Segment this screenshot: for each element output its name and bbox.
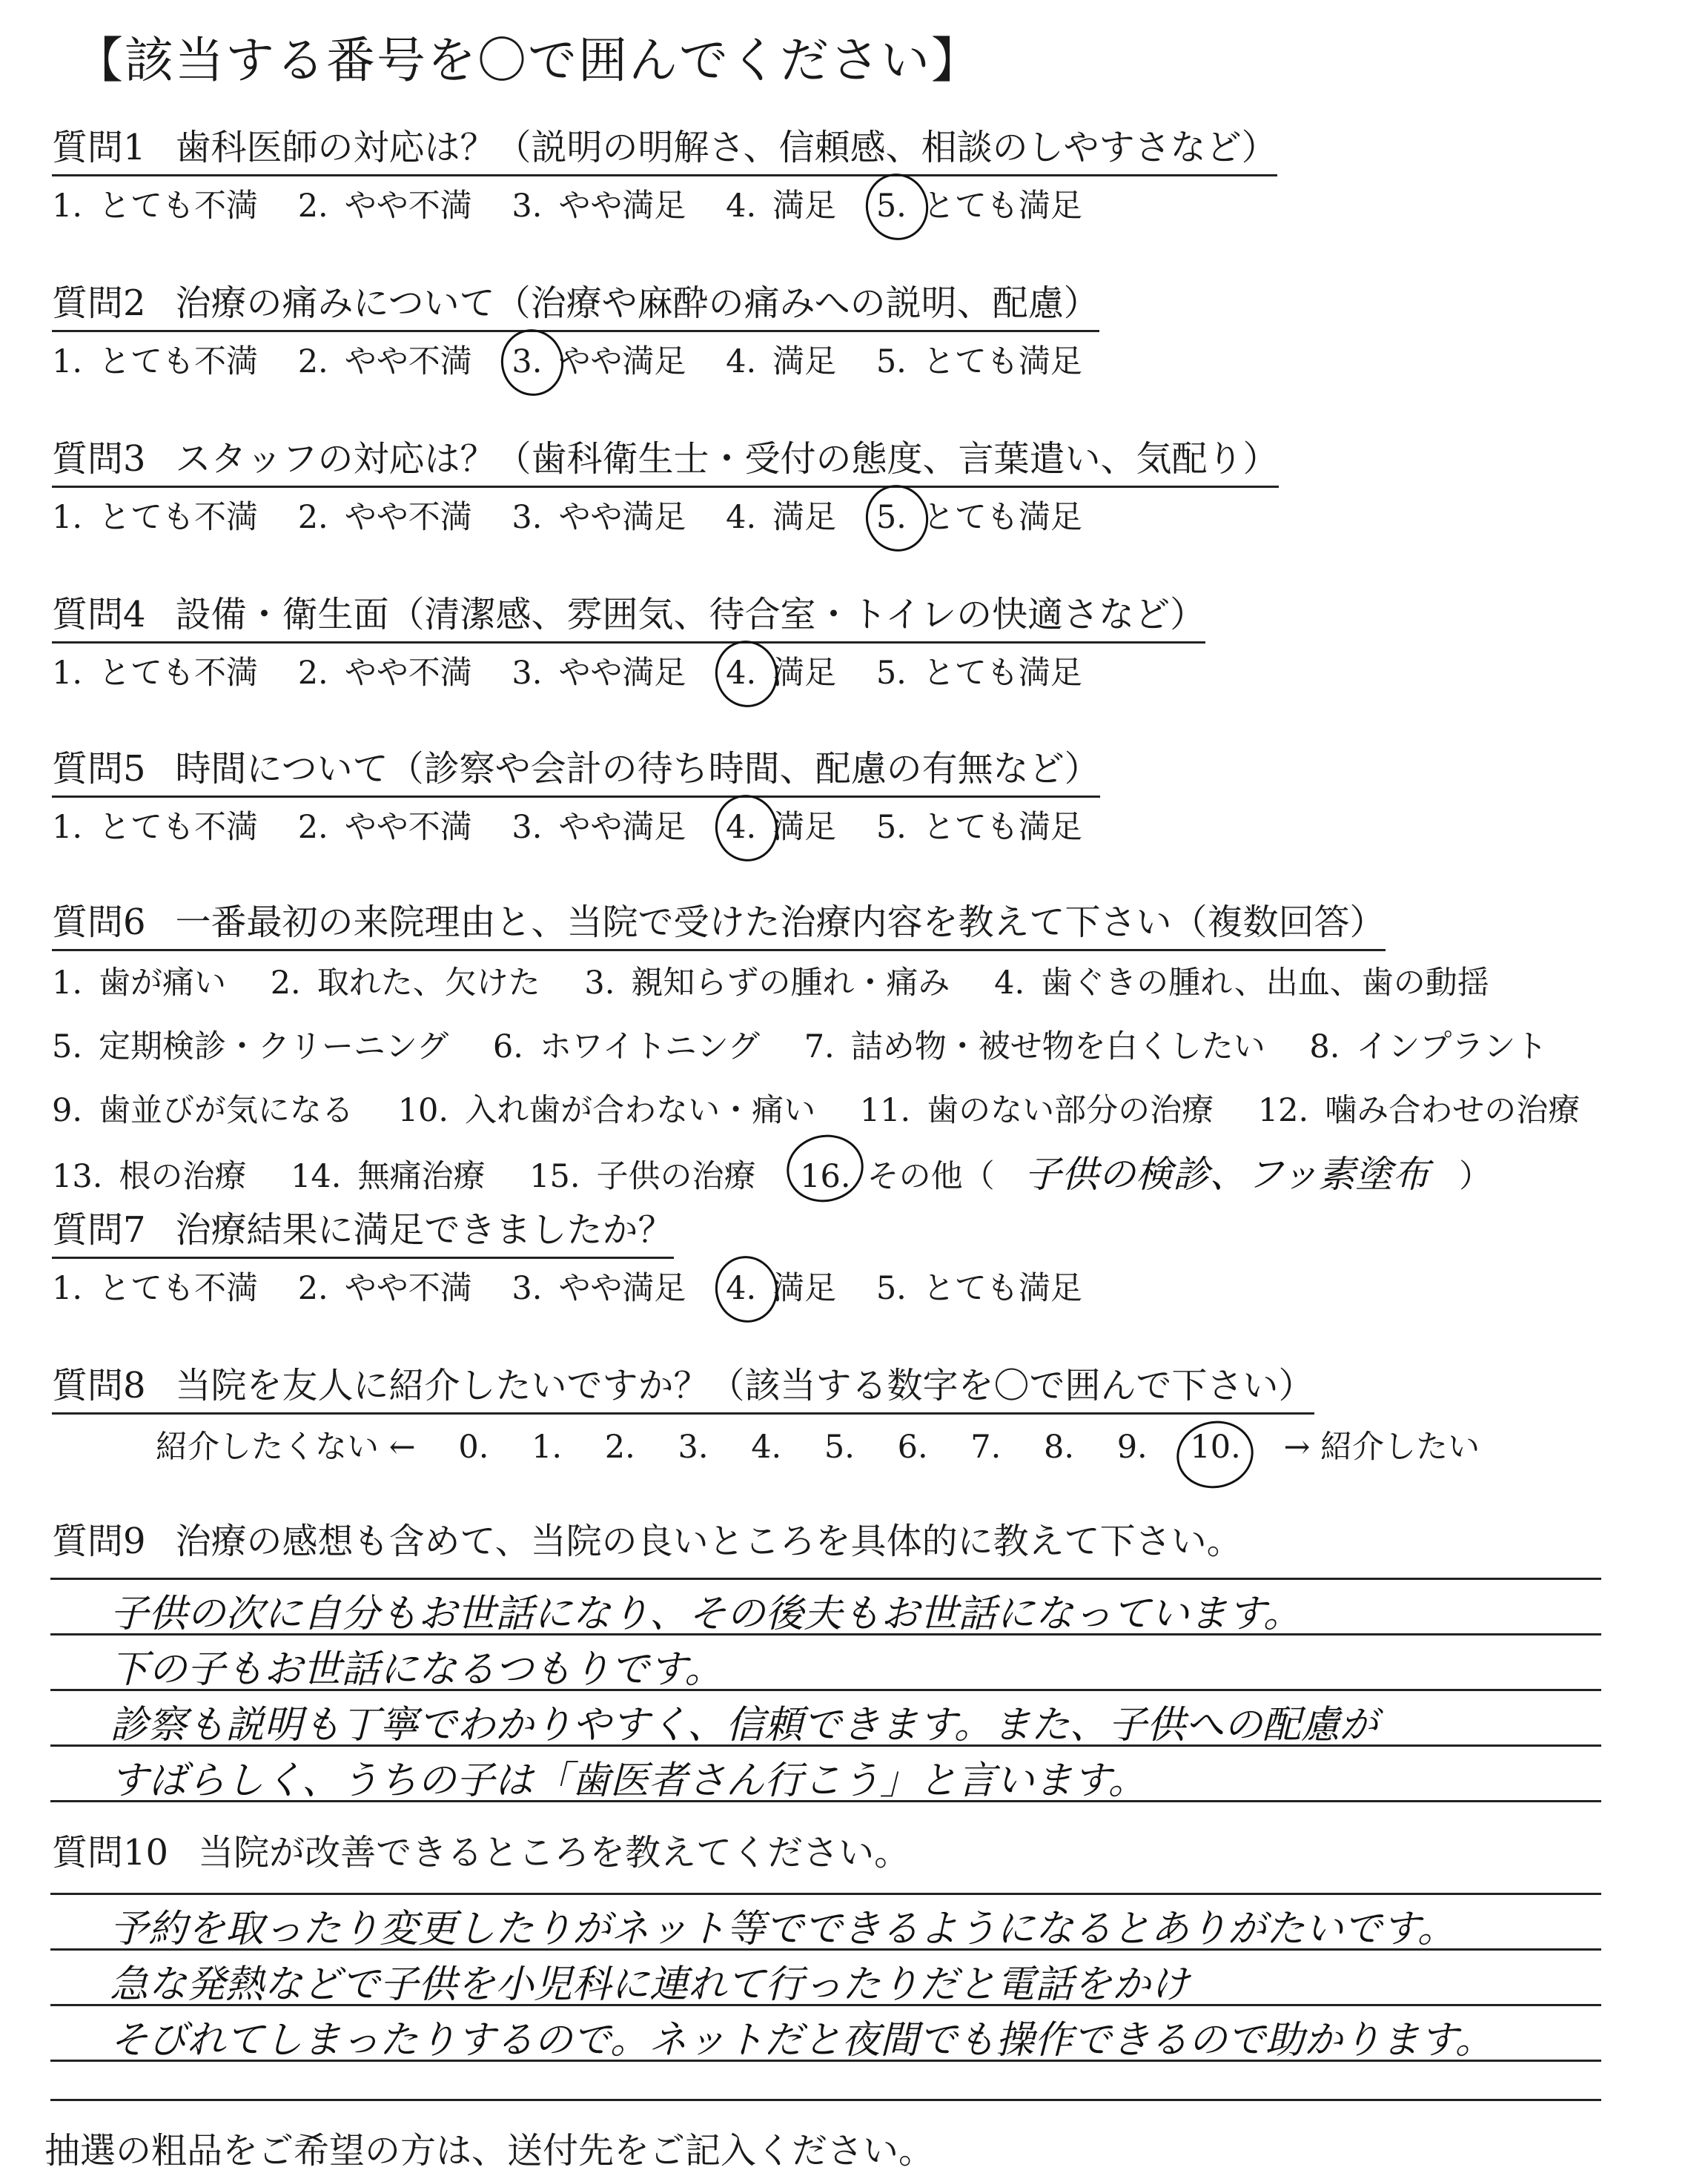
- option-3[interactable]: 3. やや満足: [512, 809, 686, 846]
- question-7: [52, 1201, 1112, 1309]
- option-5[interactable]: 5. とても満足: [875, 809, 1082, 846]
- option-5[interactable]: 5. 定期検診・クリーニング: [52, 1028, 449, 1065]
- question-number: 質問10: [52, 1832, 169, 1873]
- scale-0[interactable]: 0.: [458, 1429, 489, 1466]
- option-7[interactable]: 7. 詰め物・被せ物を白くしたい: [804, 1028, 1265, 1065]
- scale-9[interactable]: 9.: [1116, 1429, 1148, 1466]
- option-2[interactable]: 2. やや不満: [297, 499, 472, 536]
- option-2[interactable]: 2. やや不満: [297, 343, 472, 380]
- question-text: 歯科医師の対応は？（説明の明解さ、信頼感、相談のしやすさなど）: [175, 127, 1277, 168]
- handwritten-line: 予約を取ったり変更したりがネット等でできるようになるとありがたいです。: [110, 1907, 1456, 1951]
- handwritten-line: そびれてしまったりするので。ネットだと夜間でも操作できるので助かります。: [110, 2018, 1494, 2063]
- question-number: 質問8: [52, 1365, 146, 1406]
- option-16-selected[interactable]: 16. その他（ 子供の検診、フッ素塗布 ）: [800, 1142, 1491, 1208]
- scale-4[interactable]: 4.: [751, 1429, 782, 1466]
- question-10-header: [52, 1824, 910, 1875]
- question-number: 質問3: [52, 438, 146, 480]
- scale-6[interactable]: 6.: [897, 1429, 928, 1466]
- scale-2[interactable]: 2.: [604, 1429, 635, 1466]
- question-3-header: [52, 430, 1279, 488]
- option-3-selected[interactable]: 3. やや満足: [512, 337, 686, 382]
- question-text: 治療の感想も含めて、当院の良いところを具体的に教えて下さい。: [175, 1521, 1242, 1562]
- question-text: 一番最初の来院理由と、当院で受けた治療内容を教えて下さい（複数回答）: [175, 902, 1386, 943]
- question-2-header: [52, 274, 1099, 332]
- scale-7[interactable]: 7.: [970, 1429, 1002, 1466]
- option-2[interactable]: 2. やや不満: [297, 809, 472, 846]
- question-8: [52, 1357, 1512, 1467]
- option-2[interactable]: 2. やや不満: [297, 188, 472, 225]
- scale-5[interactable]: 5.: [824, 1429, 855, 1466]
- option-1[interactable]: 1. とても不満: [52, 1270, 259, 1307]
- option-3[interactable]: 3. やや満足: [512, 1270, 686, 1307]
- question-7-header: [52, 1201, 674, 1259]
- options-row: [52, 1079, 1614, 1142]
- handwritten-line: すばらしく、うちの子は「歯医者さん行こう」と言います。: [110, 1759, 1147, 1803]
- question-number: 質問2: [52, 282, 146, 324]
- option-14[interactable]: 14. 無痛治療: [291, 1158, 486, 1195]
- question-text: 治療結果に満足できましたか？: [175, 1209, 674, 1251]
- option-4[interactable]: 4. 満足: [726, 188, 837, 225]
- question-text: スタッフの対応は？（歯科衛生士・受付の態度、言葉遣い、気配り）: [175, 438, 1279, 480]
- rating-options: [52, 802, 1112, 847]
- options-row: [52, 951, 1614, 1015]
- footer-note: 抽選の粗品をご希望の方は、送付先をご記入ください。: [44, 2130, 935, 2172]
- option-1[interactable]: 1. とても不満: [52, 809, 259, 846]
- option-5-selected[interactable]: 5. とても満足: [876, 181, 1082, 226]
- question-5: [52, 740, 1112, 847]
- question-text: 当院を友人に紹介したいですか？（該当する数字を〇で囲んで下さい）: [175, 1365, 1314, 1406]
- option-3[interactable]: 3. 親知らずの腫れ・痛み: [584, 965, 950, 1002]
- option-4-selected[interactable]: 4. 満足: [726, 1263, 836, 1309]
- option-12[interactable]: 12. 噛み合わせの治療: [1257, 1092, 1580, 1129]
- scale-3[interactable]: 3.: [678, 1429, 709, 1466]
- answer-area-q10[interactable]: [50, 1893, 1601, 2115]
- question-4: [52, 586, 1205, 693]
- question-5-header: [52, 740, 1100, 798]
- question-6-header: [52, 893, 1386, 951]
- other-answer-handwritten[interactable]: 子供の検診、フッ素塗布: [1024, 1153, 1430, 1196]
- rating-options: [52, 181, 1277, 226]
- question-9: [52, 1512, 1242, 1564]
- question-text: 時間について（診察や会計の待ち時間、配慮の有無など）: [175, 748, 1100, 790]
- multi-choice-options: [52, 951, 1614, 1208]
- question-8-header: [52, 1357, 1314, 1415]
- option-9[interactable]: 9. 歯並びが気になる: [52, 1092, 354, 1129]
- question-9-header: [52, 1512, 1242, 1564]
- option-13[interactable]: 13. 根の治療: [52, 1158, 247, 1195]
- option-3[interactable]: 3. やや満足: [512, 655, 686, 692]
- option-1[interactable]: 1. とても不満: [52, 188, 259, 225]
- handwritten-line: 下の子もお世話になるつもりです。: [110, 1647, 724, 1692]
- option-4-selected[interactable]: 4. 満足: [726, 802, 836, 847]
- scale-left-label: 紹介したくない ←: [156, 1429, 416, 1466]
- option-3[interactable]: 3. やや満足: [512, 499, 686, 536]
- question-text: 当院が改善できるところを教えてください。: [198, 1832, 910, 1873]
- question-number: 質問6: [52, 902, 146, 943]
- options-row: [52, 1142, 1614, 1208]
- option-1[interactable]: 1. とても不満: [52, 343, 259, 380]
- option-1[interactable]: 1. とても不満: [52, 499, 259, 536]
- recommend-scale: [52, 1422, 1512, 1467]
- question-number: 質問1: [52, 127, 146, 168]
- question-1: [52, 119, 1277, 226]
- question-text: 治療の痛みについて（治療や麻酔の痛みへの説明、配慮）: [175, 282, 1099, 324]
- option-5-selected[interactable]: 5. とても満足: [876, 492, 1082, 538]
- option-11[interactable]: 11. 歯のない部分の治療: [859, 1092, 1214, 1129]
- option-3[interactable]: 3. やや満足: [512, 188, 686, 225]
- option-10[interactable]: 10. 入れ歯が合わない・痛い: [397, 1092, 816, 1129]
- question-6: [52, 893, 1614, 1208]
- option-2[interactable]: 2. 取れた、欠けた: [270, 965, 540, 1002]
- rating-options: [52, 1263, 1112, 1309]
- option-5[interactable]: 5. とても満足: [875, 343, 1082, 380]
- rating-options: [52, 648, 1205, 693]
- option-4[interactable]: 4. 満足: [726, 343, 837, 380]
- question-number: 質問7: [52, 1209, 146, 1251]
- question-4-header: [52, 586, 1205, 644]
- page-title: 【該当する番号を〇で囲んでください】: [74, 32, 982, 89]
- question-text: 設備・衛生面（清潔感、雰囲気、待合室・トイレの快適さなど）: [175, 594, 1206, 635]
- question-1-header: [52, 119, 1277, 176]
- handwritten-line: 子供の次に自分もお世話になり、その後夫もお世話になっています。: [110, 1592, 1302, 1636]
- handwritten-line: 急な発熱などで子供を小児科に連れて行ったりだと電話をかけ: [110, 1962, 1190, 2007]
- rating-options: [52, 492, 1279, 538]
- option-5[interactable]: 5. とても満足: [875, 655, 1082, 692]
- question-number: 質問5: [52, 748, 146, 790]
- option-2[interactable]: 2. やや不満: [297, 1270, 472, 1307]
- answer-area-q9[interactable]: [50, 1578, 1601, 1803]
- scale-8[interactable]: 8.: [1044, 1429, 1075, 1466]
- option-6[interactable]: 6. ホワイトニング: [492, 1028, 761, 1065]
- option-2[interactable]: 2. やや不満: [297, 655, 472, 692]
- option-4[interactable]: 4. 満足: [726, 499, 837, 536]
- option-1[interactable]: 1. 歯が痛い: [52, 965, 227, 1002]
- question-number: 質問4: [52, 594, 146, 635]
- option-15[interactable]: 15. 子供の治療: [529, 1158, 756, 1195]
- handwritten-line: 診察も説明も丁寧でわかりやすく、信頼できます。また、子供への配慮が: [110, 1703, 1378, 1747]
- rating-options: [52, 337, 1112, 382]
- question-2: [52, 274, 1112, 382]
- option-4-selected[interactable]: 4. 満足: [726, 648, 836, 693]
- scale-10-selected[interactable]: 10.: [1190, 1429, 1241, 1466]
- option-1[interactable]: 1. とても不満: [52, 655, 259, 692]
- scale-1[interactable]: 1.: [532, 1429, 563, 1466]
- option-5[interactable]: 5. とても満足: [875, 1270, 1082, 1307]
- scale-right-label: → 紹介したい: [1283, 1429, 1480, 1466]
- question-10: [52, 1824, 910, 1875]
- question-3: [52, 430, 1279, 538]
- option-4[interactable]: 4. 歯ぐきの腫れ、出血、歯の動揺: [994, 965, 1489, 1002]
- option-8[interactable]: 8. インプラント: [1309, 1028, 1548, 1065]
- question-number: 質問9: [52, 1521, 146, 1562]
- options-row: [52, 1015, 1614, 1079]
